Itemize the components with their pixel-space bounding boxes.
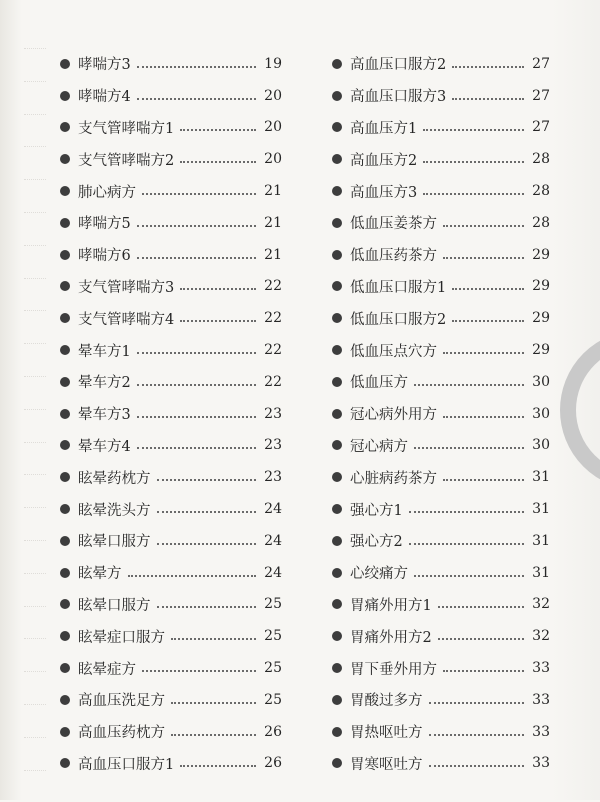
toc-entry-title: 眩晕洗头方 — [78, 502, 151, 519]
toc-entry-page-number: 23 — [264, 405, 282, 422]
toc-entry-title: 心脏病药茶方 — [350, 470, 437, 487]
toc-entry-title: 低血压点穴方 — [350, 343, 437, 360]
toc-entry — [332, 302, 550, 334]
toc-entry-page-number: 29 — [532, 278, 550, 295]
dot-leader — [452, 98, 524, 100]
bleed-through-line — [24, 343, 46, 376]
dot-leader — [137, 98, 256, 100]
bullet-icon — [60, 440, 70, 450]
toc-entry — [332, 239, 550, 271]
toc-entry — [332, 461, 550, 493]
bleed-through-marks — [24, 48, 46, 802]
dot-leader — [157, 479, 257, 481]
dot-leader — [452, 320, 524, 322]
bullet-icon — [60, 695, 70, 705]
toc-entry-page-number: 28 — [532, 151, 550, 168]
toc-entry — [332, 589, 550, 621]
dot-leader — [429, 702, 525, 704]
bullet-icon — [60, 250, 70, 260]
toc-entry — [332, 112, 550, 144]
toc-entry — [60, 239, 282, 271]
toc-entry-title: 高血压口服方1 — [78, 756, 175, 773]
toc-entry-title: 哮喘方6 — [78, 248, 131, 265]
toc-entry-page-number: 23 — [264, 469, 282, 486]
toc-entry-page-number: 21 — [264, 183, 282, 200]
bullet-icon — [60, 154, 70, 164]
bullet-icon — [332, 599, 342, 609]
toc-entry-page-number: 31 — [532, 501, 550, 518]
toc-entry — [332, 684, 550, 716]
toc-entry-title: 眩晕症口服方 — [78, 629, 165, 646]
bullet-icon — [60, 281, 70, 291]
toc-entry-page-number: 29 — [532, 310, 550, 327]
dot-leader — [157, 511, 257, 513]
dot-leader — [137, 447, 256, 449]
bleed-through-line — [24, 770, 46, 802]
toc-entry-title: 哮喘方4 — [78, 89, 131, 106]
toc-entry — [60, 112, 282, 144]
bullet-icon — [60, 663, 70, 673]
toc-entry-page-number: 33 — [532, 755, 550, 772]
toc-entry — [60, 620, 282, 652]
dot-leader — [414, 447, 524, 449]
toc-entry-page-number: 27 — [532, 87, 550, 104]
bullet-icon — [332, 663, 342, 673]
toc-entry — [332, 557, 550, 589]
toc-entry-page-number: 33 — [532, 660, 550, 677]
toc-entry-title: 眩晕口服方 — [78, 534, 151, 551]
dot-leader — [423, 161, 524, 163]
dot-leader — [180, 320, 256, 322]
toc-entry-title: 肺心病方 — [78, 184, 136, 201]
dot-leader — [157, 606, 257, 608]
bleed-through-line — [24, 737, 46, 770]
bullet-icon — [332, 727, 342, 737]
toc-entry-page-number: 23 — [264, 437, 282, 454]
toc-entry — [60, 80, 282, 112]
toc-entry — [60, 143, 282, 175]
toc-entry — [60, 461, 282, 493]
toc-entry-title: 支气管哮喘方1 — [78, 120, 175, 137]
bleed-through-line — [24, 606, 46, 639]
toc-entry — [332, 175, 550, 207]
toc-entry-title: 哮喘方5 — [78, 216, 131, 233]
bullet-icon — [332, 59, 342, 69]
toc-entry-title: 强心方1 — [350, 502, 403, 519]
dot-leader — [438, 606, 524, 608]
bullet-icon — [60, 91, 70, 101]
toc-entry — [60, 175, 282, 207]
toc-entry — [332, 620, 550, 652]
bullet-icon — [332, 377, 342, 387]
bleed-through-line — [24, 81, 46, 114]
bullet-icon — [60, 504, 70, 514]
dot-leader — [452, 66, 524, 68]
toc-entry-page-number: 22 — [264, 342, 282, 359]
dot-leader — [137, 257, 256, 259]
bullet-icon — [60, 472, 70, 482]
bullet-icon — [332, 281, 342, 291]
toc-entry-page-number: 31 — [532, 564, 550, 581]
dot-leader — [429, 734, 525, 736]
dot-leader — [443, 479, 524, 481]
toc-entry — [60, 716, 282, 748]
toc-entry — [332, 652, 550, 684]
bleed-through-line — [24, 245, 46, 278]
bullet-icon — [60, 758, 70, 768]
dot-leader — [142, 670, 256, 672]
dot-leader — [414, 575, 524, 577]
toc-entry — [332, 525, 550, 557]
bullet-icon — [332, 186, 342, 196]
bleed-through-line — [24, 278, 46, 311]
toc-entry-page-number: 31 — [532, 532, 550, 549]
bullet-icon — [60, 631, 70, 641]
toc-entry-title: 眩晕药枕方 — [78, 470, 151, 487]
bullet-icon — [332, 91, 342, 101]
toc-entry-page-number: 25 — [264, 691, 282, 708]
dot-leader — [142, 193, 256, 195]
bullet-icon — [60, 536, 70, 546]
toc-entry-title: 胃寒呕吐方 — [350, 756, 423, 773]
dot-leader — [137, 384, 256, 386]
dot-leader — [409, 543, 524, 545]
bullet-icon — [332, 313, 342, 323]
dot-leader — [171, 638, 256, 640]
toc-entry-page-number: 19 — [264, 55, 282, 72]
toc-entry-page-number: 30 — [532, 437, 550, 454]
bullet-icon — [60, 727, 70, 737]
toc-entry-page-number: 21 — [264, 246, 282, 263]
toc-entry-title: 低血压口服方2 — [350, 311, 447, 328]
toc-entry-title: 低血压方 — [350, 375, 408, 392]
bullet-icon — [60, 377, 70, 387]
toc-entry — [332, 143, 550, 175]
toc-entry-page-number: 27 — [532, 119, 550, 136]
dot-leader — [443, 257, 524, 259]
dot-leader — [180, 129, 256, 131]
dot-leader — [443, 670, 524, 672]
toc-entry-title: 晕车方1 — [78, 343, 131, 360]
toc-entry-page-number: 31 — [532, 469, 550, 486]
dot-leader — [157, 543, 257, 545]
dot-leader — [438, 638, 524, 640]
toc-entry-page-number: 28 — [532, 183, 550, 200]
toc-entry — [60, 557, 282, 589]
dot-leader — [137, 416, 256, 418]
dot-leader — [443, 416, 524, 418]
bleed-through-line — [24, 474, 46, 507]
toc-entry-title: 胃痛外用方1 — [350, 597, 432, 614]
bullet-icon — [332, 250, 342, 260]
toc-entry-page-number: 25 — [264, 596, 282, 613]
bleed-through-line — [24, 212, 46, 245]
toc-entry-page-number: 32 — [532, 596, 550, 613]
toc-entry-title: 眩晕方 — [78, 566, 122, 583]
toc-entry-page-number: 33 — [532, 723, 550, 740]
toc-entry-page-number: 24 — [264, 501, 282, 518]
toc-entry — [332, 430, 550, 462]
bullet-icon — [332, 472, 342, 482]
toc-entry-title: 高血压药枕方 — [78, 725, 165, 742]
bullet-icon — [332, 568, 342, 578]
bleed-through-line — [24, 376, 46, 409]
toc-entry-page-number: 26 — [264, 723, 282, 740]
toc-entry-title: 晕车方3 — [78, 407, 131, 424]
bullet-icon — [60, 345, 70, 355]
toc-entry-page-number: 22 — [264, 278, 282, 295]
bleed-through-line — [24, 573, 46, 606]
toc-entry — [332, 271, 550, 303]
toc-entry — [60, 366, 282, 398]
bullet-icon — [332, 122, 342, 132]
dot-leader — [423, 193, 524, 195]
toc-entry — [60, 493, 282, 525]
bullet-icon — [332, 345, 342, 355]
bullet-icon — [60, 218, 70, 228]
toc-entry-title: 高血压洗足方 — [78, 693, 165, 710]
dot-leader — [429, 765, 525, 767]
toc-entry — [60, 430, 282, 462]
dot-leader — [171, 702, 256, 704]
toc-entry-title: 支气管哮喘方4 — [78, 311, 175, 328]
toc-entry-title: 眩晕口服方 — [78, 597, 151, 614]
toc-entry-title: 支气管哮喘方3 — [78, 279, 175, 296]
toc-entry-page-number: 28 — [532, 214, 550, 231]
bleed-through-line — [24, 507, 46, 540]
toc-entry-title: 晕车方4 — [78, 438, 131, 455]
toc-entry-title: 支气管哮喘方2 — [78, 152, 175, 169]
toc-entry-title: 晕车方2 — [78, 375, 131, 392]
toc-entry-page-number: 25 — [264, 660, 282, 677]
dot-leader — [171, 734, 256, 736]
toc-entry — [60, 589, 282, 621]
bleed-through-line — [24, 704, 46, 737]
bleed-through-line — [24, 114, 46, 147]
toc-entry-title: 低血压姜茶方 — [350, 216, 437, 233]
bullet-icon — [332, 631, 342, 641]
toc-entry-title: 眩晕症方 — [78, 661, 136, 678]
toc-entry-title: 胃酸过多方 — [350, 693, 423, 710]
bullet-icon — [60, 568, 70, 578]
toc-entry-page-number: 33 — [532, 691, 550, 708]
bullet-icon — [60, 599, 70, 609]
toc-entry-title: 强心方2 — [350, 534, 403, 551]
toc-entry — [332, 80, 550, 112]
toc-entry-title: 高血压口服方2 — [350, 57, 447, 74]
dot-leader — [414, 384, 524, 386]
toc-entry — [332, 398, 550, 430]
toc-entry — [60, 684, 282, 716]
toc-entry-title: 冠心病外用方 — [350, 407, 437, 424]
dot-leader — [180, 288, 256, 290]
dot-leader — [137, 352, 256, 354]
toc-entry-page-number: 20 — [264, 87, 282, 104]
toc-entry-page-number: 20 — [264, 119, 282, 136]
dot-leader — [128, 575, 257, 577]
toc-entry — [60, 334, 282, 366]
toc-entry-title: 冠心病方 — [350, 438, 408, 455]
toc-entry-page-number: 27 — [532, 55, 550, 72]
toc-entry-title: 高血压口服方3 — [350, 89, 447, 106]
bleed-through-line — [24, 442, 46, 475]
dot-leader — [443, 225, 524, 227]
toc-entry — [332, 366, 550, 398]
bullet-icon — [332, 218, 342, 228]
dot-leader — [443, 352, 524, 354]
toc-entry — [332, 748, 550, 780]
toc-entry-page-number: 22 — [264, 310, 282, 327]
bullet-icon — [60, 59, 70, 69]
toc-entry-title: 低血压口服方1 — [350, 279, 447, 296]
toc-entry — [60, 207, 282, 239]
bullet-icon — [60, 313, 70, 323]
dot-leader — [452, 288, 524, 290]
toc-entry — [60, 302, 282, 334]
toc-entry — [332, 334, 550, 366]
bullet-icon — [332, 504, 342, 514]
bleed-through-line — [24, 671, 46, 704]
toc-entry-page-number: 32 — [532, 628, 550, 645]
toc-entry-title: 高血压方1 — [350, 120, 418, 137]
toc-entry — [332, 48, 550, 80]
bleed-through-line — [24, 179, 46, 212]
toc-entry-title: 胃热呕吐方 — [350, 725, 423, 742]
dot-leader — [137, 66, 256, 68]
bullet-icon — [60, 122, 70, 132]
dot-leader — [137, 225, 256, 227]
toc-entry — [332, 493, 550, 525]
bleed-through-line — [24, 48, 46, 81]
toc-right-column — [332, 48, 550, 779]
toc-entry — [60, 271, 282, 303]
toc-entry-title: 心绞痛方 — [350, 566, 408, 583]
toc-entry-page-number: 30 — [532, 405, 550, 422]
bullet-icon — [60, 409, 70, 419]
dot-leader — [180, 765, 256, 767]
bleed-through-line — [24, 409, 46, 442]
toc-entry — [60, 48, 282, 80]
dot-leader — [409, 511, 524, 513]
toc-entry-page-number: 24 — [264, 564, 282, 581]
toc-entry-title: 胃下垂外用方 — [350, 661, 437, 678]
bullet-icon — [332, 409, 342, 419]
toc-entry-page-number: 20 — [264, 151, 282, 168]
toc-entry-title: 高血压方3 — [350, 184, 418, 201]
bleed-through-line — [24, 146, 46, 179]
toc-entry-page-number: 21 — [264, 214, 282, 231]
toc-entry-title: 哮喘方3 — [78, 57, 131, 74]
bleed-through-line — [24, 540, 46, 573]
bullet-icon — [60, 186, 70, 196]
bullet-icon — [332, 695, 342, 705]
bullet-icon — [332, 758, 342, 768]
toc-entry — [60, 398, 282, 430]
toc-entry-page-number: 24 — [264, 532, 282, 549]
toc-entry — [60, 748, 282, 780]
toc-entry-page-number: 22 — [264, 373, 282, 390]
toc-entry-page-number: 29 — [532, 246, 550, 263]
bleed-through-line — [24, 638, 46, 671]
toc-left-column — [60, 48, 282, 779]
bullet-icon — [332, 440, 342, 450]
bleed-through-line — [24, 310, 46, 343]
toc-entry-page-number: 26 — [264, 755, 282, 772]
dot-leader — [180, 161, 256, 163]
toc-entry — [332, 207, 550, 239]
page-left-edge-shadow — [0, 0, 22, 800]
toc-entry-page-number: 25 — [264, 628, 282, 645]
toc-entry-title: 低血压药茶方 — [350, 248, 437, 265]
toc-entry — [332, 716, 550, 748]
toc-entry — [60, 525, 282, 557]
toc-entry-title: 胃痛外用方2 — [350, 629, 432, 646]
toc-entry — [60, 652, 282, 684]
bullet-icon — [332, 154, 342, 164]
toc-entry-title: 高血压方2 — [350, 152, 418, 169]
dot-leader — [423, 129, 524, 131]
toc-entry-page-number: 29 — [532, 342, 550, 359]
toc-entry-page-number: 30 — [532, 373, 550, 390]
bullet-icon — [332, 536, 342, 546]
